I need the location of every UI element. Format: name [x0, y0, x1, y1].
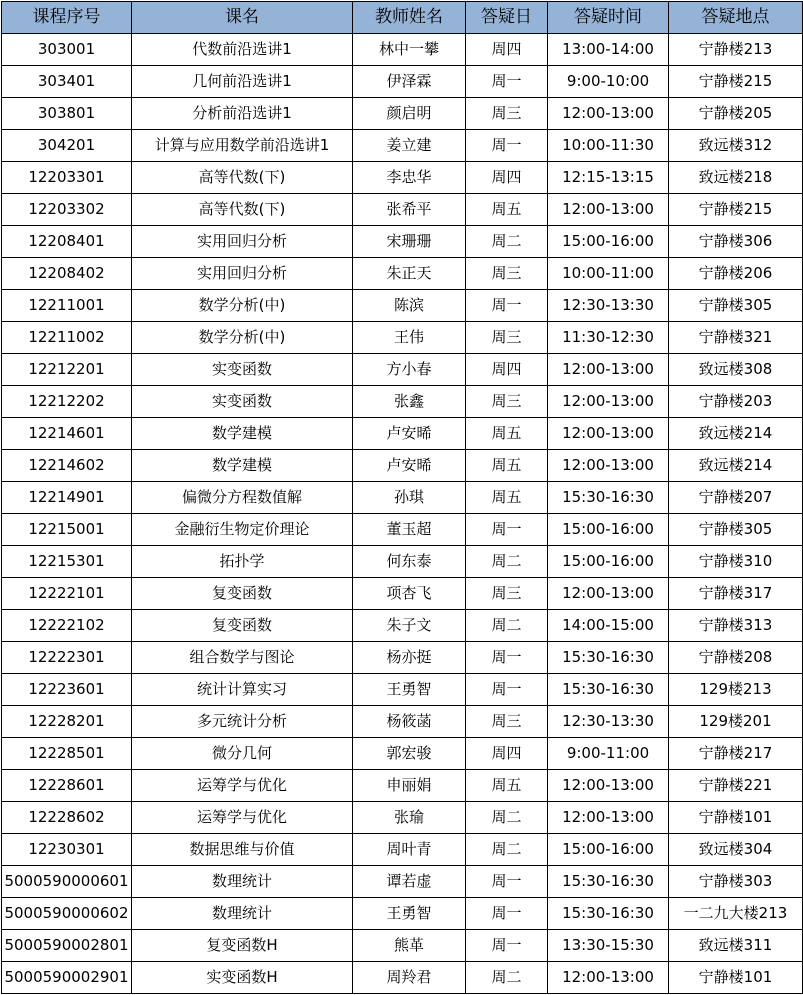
- cell-qa-location: 宁静楼321: [669, 322, 803, 354]
- header-qa-day: 答疑日: [466, 2, 548, 34]
- cell-qa-location: 宁静楼203: [669, 386, 803, 418]
- cell-qa-day: 周一: [466, 930, 548, 962]
- cell-course-id: 12215301: [2, 546, 132, 578]
- cell-teacher-name: 申丽娟: [353, 770, 466, 802]
- cell-teacher-name: 姜立建: [353, 130, 466, 162]
- cell-course-id: 12208402: [2, 258, 132, 290]
- cell-qa-location: 宁静楼207: [669, 482, 803, 514]
- cell-course-name: 数学建模: [132, 450, 353, 482]
- cell-course-name: 多元统计分析: [132, 706, 353, 738]
- cell-qa-day: 周一: [466, 130, 548, 162]
- table-row: [2, 34, 803, 66]
- cell-qa-day: 周三: [466, 98, 548, 130]
- cell-course-id: 12230301: [2, 834, 132, 866]
- cell-teacher-name: 周羚君: [353, 962, 466, 994]
- cell-qa-day: 周一: [466, 290, 548, 322]
- cell-course-name: 几何前沿选讲1: [132, 66, 353, 98]
- table-row: [2, 642, 803, 674]
- cell-qa-time: 15:30-16:30: [548, 482, 669, 514]
- cell-course-id: 12222301: [2, 642, 132, 674]
- cell-qa-day: 周四: [466, 162, 548, 194]
- cell-course-name: 运筹学与优化: [132, 770, 353, 802]
- cell-course-id: 12228201: [2, 706, 132, 738]
- table-row: [2, 98, 803, 130]
- cell-teacher-name: 王伟: [353, 322, 466, 354]
- table-row: [2, 610, 803, 642]
- table-body: [2, 34, 803, 994]
- cell-teacher-name: 陈滨: [353, 290, 466, 322]
- cell-qa-time: 15:30-16:30: [548, 674, 669, 706]
- cell-course-name: 数学分析(中): [132, 322, 353, 354]
- table-row: [2, 546, 803, 578]
- cell-teacher-name: 何东泰: [353, 546, 466, 578]
- table-row: [2, 418, 803, 450]
- table-row: [2, 770, 803, 802]
- cell-course-name: 拓扑学: [132, 546, 353, 578]
- cell-qa-day: 周五: [466, 194, 548, 226]
- cell-qa-time: 12:00-13:00: [548, 418, 669, 450]
- cell-course-name: 数据思维与价值: [132, 834, 353, 866]
- cell-teacher-name: 张希平: [353, 194, 466, 226]
- cell-course-name: 计算与应用数学前沿选讲1: [132, 130, 353, 162]
- cell-qa-location: 宁静楼303: [669, 866, 803, 898]
- cell-course-id: 12203301: [2, 162, 132, 194]
- table-row: [2, 226, 803, 258]
- cell-qa-time: 14:00-15:00: [548, 610, 669, 642]
- cell-course-name: 代数前沿选讲1: [132, 34, 353, 66]
- cell-course-name: 微分几何: [132, 738, 353, 770]
- cell-qa-day: 周五: [466, 482, 548, 514]
- cell-course-name: 复变函数: [132, 610, 353, 642]
- office-hours-table: [1, 1, 803, 994]
- cell-course-name: 实用回归分析: [132, 258, 353, 290]
- header-row: [2, 2, 803, 34]
- cell-teacher-name: 杨筱菡: [353, 706, 466, 738]
- table-row: [2, 162, 803, 194]
- cell-course-name: 数学分析(中): [132, 290, 353, 322]
- table-row: [2, 866, 803, 898]
- cell-course-id: 5000590002901: [2, 962, 132, 994]
- table-row: [2, 194, 803, 226]
- cell-qa-time: 15:30-16:30: [548, 898, 669, 930]
- cell-teacher-name: 郭宏骏: [353, 738, 466, 770]
- cell-teacher-name: 王勇智: [353, 674, 466, 706]
- cell-course-name: 实变函数H: [132, 962, 353, 994]
- cell-course-id: 5000590002801: [2, 930, 132, 962]
- cell-qa-time: 12:00-13:00: [548, 386, 669, 418]
- cell-qa-time: 15:00-16:00: [548, 834, 669, 866]
- cell-course-id: 303801: [2, 98, 132, 130]
- table-row: [2, 258, 803, 290]
- cell-qa-time: 13:00-14:00: [548, 34, 669, 66]
- cell-teacher-name: 孙琪: [353, 482, 466, 514]
- cell-qa-location: 宁静楼317: [669, 578, 803, 610]
- cell-qa-time: 12:00-13:00: [548, 962, 669, 994]
- cell-qa-time: 12:15-13:15: [548, 162, 669, 194]
- cell-qa-location: 致远楼308: [669, 354, 803, 386]
- cell-qa-time: 12:00-13:00: [548, 450, 669, 482]
- cell-teacher-name: 朱子文: [353, 610, 466, 642]
- cell-qa-day: 周三: [466, 578, 548, 610]
- cell-qa-location: 一二九大楼213: [669, 898, 803, 930]
- cell-qa-day: 周二: [466, 834, 548, 866]
- cell-teacher-name: 朱正天: [353, 258, 466, 290]
- cell-qa-day: 周一: [466, 674, 548, 706]
- cell-course-id: 12211002: [2, 322, 132, 354]
- cell-teacher-name: 林中一攀: [353, 34, 466, 66]
- cell-course-id: 12208401: [2, 226, 132, 258]
- cell-course-id: 12223601: [2, 674, 132, 706]
- cell-qa-day: 周二: [466, 226, 548, 258]
- cell-teacher-name: 张瑜: [353, 802, 466, 834]
- cell-qa-time: 10:00-11:00: [548, 258, 669, 290]
- cell-teacher-name: 颜启明: [353, 98, 466, 130]
- cell-qa-time: 15:30-16:30: [548, 866, 669, 898]
- cell-qa-location: 宁静楼310: [669, 546, 803, 578]
- cell-course-id: 12228601: [2, 770, 132, 802]
- cell-qa-day: 周二: [466, 962, 548, 994]
- cell-qa-location: 宁静楼313: [669, 610, 803, 642]
- table-row: [2, 66, 803, 98]
- table-row: [2, 130, 803, 162]
- cell-teacher-name: 卢安晞: [353, 450, 466, 482]
- cell-course-name: 复变函数: [132, 578, 353, 610]
- cell-qa-location: 宁静楼213: [669, 34, 803, 66]
- cell-qa-location: 宁静楼306: [669, 226, 803, 258]
- table-row: [2, 802, 803, 834]
- cell-qa-location: 129楼201: [669, 706, 803, 738]
- cell-teacher-name: 周叶青: [353, 834, 466, 866]
- table-row: [2, 322, 803, 354]
- cell-teacher-name: 卢安晞: [353, 418, 466, 450]
- cell-course-id: 5000590000601: [2, 866, 132, 898]
- cell-qa-time: 12:00-13:00: [548, 354, 669, 386]
- cell-qa-day: 周四: [466, 354, 548, 386]
- cell-course-id: 303001: [2, 34, 132, 66]
- cell-course-name: 高等代数(下): [132, 194, 353, 226]
- cell-qa-day: 周五: [466, 770, 548, 802]
- table-row: [2, 962, 803, 994]
- header-course-name: 课名: [132, 2, 353, 34]
- cell-qa-time: 9:00-10:00: [548, 66, 669, 98]
- table-row: [2, 450, 803, 482]
- table-row: [2, 706, 803, 738]
- cell-course-id: 304201: [2, 130, 132, 162]
- cell-qa-location: 致远楼218: [669, 162, 803, 194]
- cell-course-id: 12214901: [2, 482, 132, 514]
- table-row: [2, 290, 803, 322]
- cell-course-name: 高等代数(下): [132, 162, 353, 194]
- table-row: [2, 386, 803, 418]
- cell-course-name: 数理统计: [132, 898, 353, 930]
- cell-course-id: 12214602: [2, 450, 132, 482]
- table-row: [2, 578, 803, 610]
- cell-qa-location: 宁静楼101: [669, 802, 803, 834]
- cell-qa-day: 周五: [466, 418, 548, 450]
- header-qa-time: 答疑时间: [548, 2, 669, 34]
- cell-qa-location: 宁静楼215: [669, 66, 803, 98]
- cell-course-name: 数理统计: [132, 866, 353, 898]
- cell-course-name: 偏微分方程数值解: [132, 482, 353, 514]
- table-row: [2, 514, 803, 546]
- table-row: [2, 834, 803, 866]
- cell-qa-time: 12:30-13:30: [548, 706, 669, 738]
- table-row: [2, 930, 803, 962]
- cell-course-name: 运筹学与优化: [132, 802, 353, 834]
- cell-course-id: 12222102: [2, 610, 132, 642]
- cell-teacher-name: 李忠华: [353, 162, 466, 194]
- cell-course-id: 12228501: [2, 738, 132, 770]
- cell-qa-time: 15:00-16:00: [548, 546, 669, 578]
- cell-qa-location: 宁静楼215: [669, 194, 803, 226]
- cell-qa-day: 周一: [466, 642, 548, 674]
- cell-qa-time: 11:30-12:30: [548, 322, 669, 354]
- cell-qa-day: 周三: [466, 706, 548, 738]
- cell-course-id: 12222101: [2, 578, 132, 610]
- cell-qa-location: 宁静楼305: [669, 290, 803, 322]
- cell-qa-time: 12:00-13:00: [548, 770, 669, 802]
- header-qa-location: 答疑地点: [669, 2, 803, 34]
- cell-course-id: 12214601: [2, 418, 132, 450]
- cell-course-id: 12212201: [2, 354, 132, 386]
- cell-teacher-name: 宋珊珊: [353, 226, 466, 258]
- cell-qa-day: 周四: [466, 738, 548, 770]
- cell-qa-location: 致远楼304: [669, 834, 803, 866]
- cell-course-name: 实变函数: [132, 354, 353, 386]
- header-teacher-name: 教师姓名: [353, 2, 466, 34]
- cell-qa-day: 周五: [466, 450, 548, 482]
- cell-qa-location: 致远楼214: [669, 418, 803, 450]
- cell-course-id: 12228602: [2, 802, 132, 834]
- cell-teacher-name: 伊泽霖: [353, 66, 466, 98]
- cell-qa-time: 12:00-13:00: [548, 578, 669, 610]
- cell-qa-time: 13:30-15:30: [548, 930, 669, 962]
- cell-course-id: 12203302: [2, 194, 132, 226]
- cell-course-name: 复变函数H: [132, 930, 353, 962]
- cell-qa-location: 致远楼312: [669, 130, 803, 162]
- cell-qa-day: 周一: [466, 898, 548, 930]
- cell-qa-time: 9:00-11:00: [548, 738, 669, 770]
- cell-course-name: 实用回归分析: [132, 226, 353, 258]
- cell-qa-location: 宁静楼305: [669, 514, 803, 546]
- cell-qa-day: 周二: [466, 546, 548, 578]
- cell-qa-time: 15:00-16:00: [548, 514, 669, 546]
- cell-course-id: 303401: [2, 66, 132, 98]
- cell-qa-day: 周一: [466, 514, 548, 546]
- cell-qa-day: 周二: [466, 610, 548, 642]
- cell-course-name: 数学建模: [132, 418, 353, 450]
- cell-qa-time: 15:30-16:30: [548, 642, 669, 674]
- cell-qa-location: 宁静楼208: [669, 642, 803, 674]
- cell-qa-day: 周一: [466, 866, 548, 898]
- cell-teacher-name: 方小春: [353, 354, 466, 386]
- cell-qa-day: 周四: [466, 34, 548, 66]
- cell-qa-location: 宁静楼206: [669, 258, 803, 290]
- table-row: [2, 738, 803, 770]
- cell-qa-day: 周二: [466, 802, 548, 834]
- cell-course-name: 组合数学与图论: [132, 642, 353, 674]
- cell-qa-location: 致远楼214: [669, 450, 803, 482]
- header-course-id: 课程序号: [2, 2, 132, 34]
- cell-course-name: 实变函数: [132, 386, 353, 418]
- cell-course-name: 统计计算实习: [132, 674, 353, 706]
- cell-qa-day: 周三: [466, 258, 548, 290]
- cell-teacher-name: 熊革: [353, 930, 466, 962]
- cell-qa-day: 周三: [466, 322, 548, 354]
- cell-course-id: 12212202: [2, 386, 132, 418]
- cell-qa-day: 周三: [466, 386, 548, 418]
- cell-qa-location: 宁静楼101: [669, 962, 803, 994]
- cell-qa-location: 宁静楼205: [669, 98, 803, 130]
- table-row: [2, 482, 803, 514]
- cell-qa-time: 12:00-13:00: [548, 194, 669, 226]
- cell-teacher-name: 谭若虚: [353, 866, 466, 898]
- cell-qa-location: 宁静楼221: [669, 770, 803, 802]
- cell-teacher-name: 张鑫: [353, 386, 466, 418]
- cell-course-name: 金融衍生物定价理论: [132, 514, 353, 546]
- cell-course-id: 12211001: [2, 290, 132, 322]
- cell-qa-location: 致远楼311: [669, 930, 803, 962]
- cell-qa-time: 10:00-11:30: [548, 130, 669, 162]
- cell-course-id: 5000590000602: [2, 898, 132, 930]
- cell-teacher-name: 项杏飞: [353, 578, 466, 610]
- cell-course-name: 分析前沿选讲1: [132, 98, 353, 130]
- cell-qa-location: 宁静楼217: [669, 738, 803, 770]
- cell-qa-time: 12:00-13:00: [548, 802, 669, 834]
- cell-course-id: 12215001: [2, 514, 132, 546]
- cell-teacher-name: 董玉超: [353, 514, 466, 546]
- cell-qa-day: 周一: [466, 66, 548, 98]
- table-row: [2, 354, 803, 386]
- cell-teacher-name: 王勇智: [353, 898, 466, 930]
- cell-qa-time: 12:00-13:00: [548, 98, 669, 130]
- table-row: [2, 898, 803, 930]
- table-row: [2, 674, 803, 706]
- cell-qa-location: 129楼213: [669, 674, 803, 706]
- cell-qa-time: 12:30-13:30: [548, 290, 669, 322]
- cell-teacher-name: 杨亦挺: [353, 642, 466, 674]
- cell-qa-time: 15:00-16:00: [548, 226, 669, 258]
